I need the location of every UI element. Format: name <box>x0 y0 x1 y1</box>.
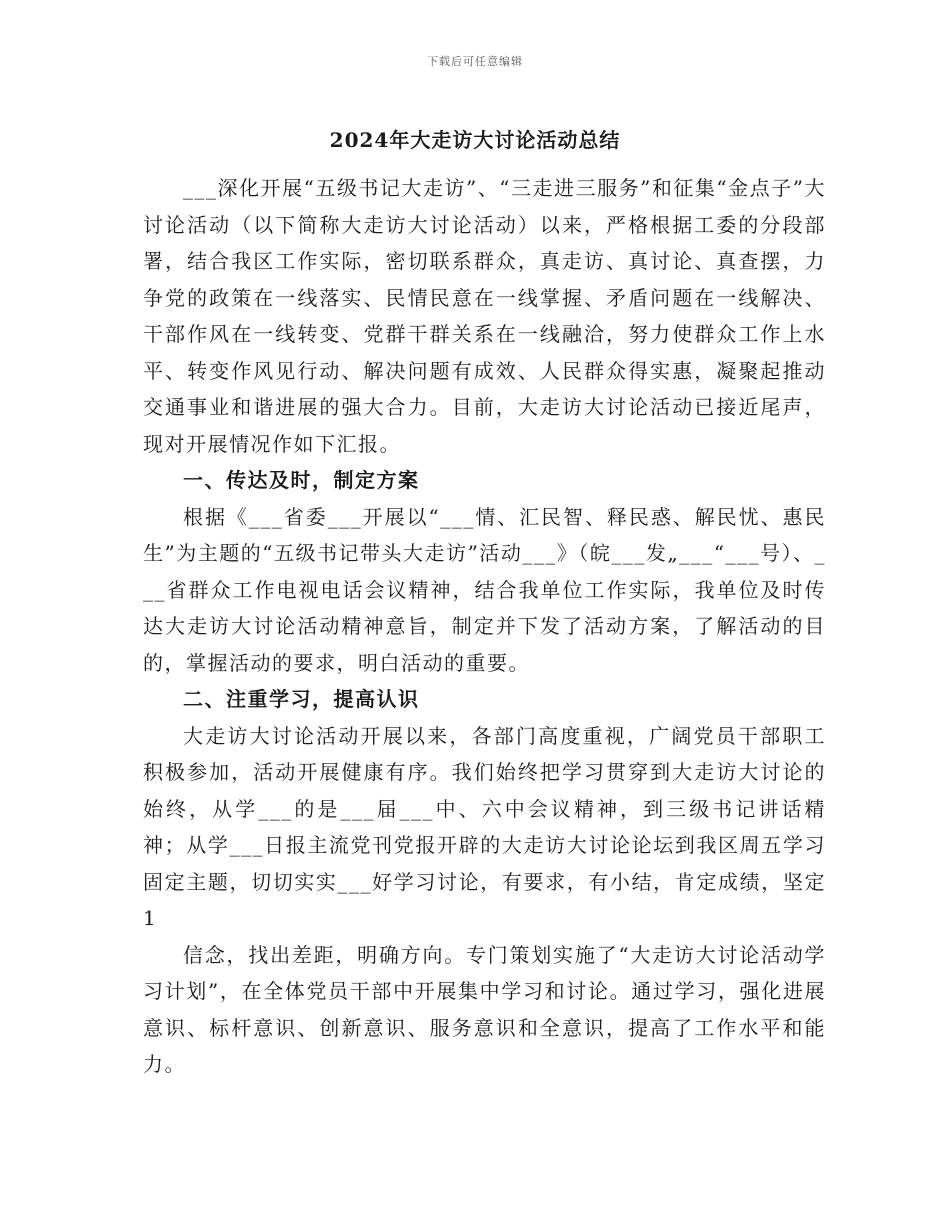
document-title: 2024年大走访大讨论活动总结 <box>329 128 621 152</box>
intro-paragraph: ___深化开展“五级书记大走访”、“三走进三服务”和征集“金点子”大讨论活动（以下简称大走访大讨论活动）以来，严格根据工委的分段部署，结合我区工作实际，密切联系群众，真走访、真讨论、真查摆，力争党的政策在一线落实、民情民意在一线掌握、矛盾问题在一线解决、干部作风在一线转变、党群干群关系在一线融洽，努力使群众工作上水平、转变作风见行动、解决问题有成效、人民群众得实惠，凝聚起推动交通事业和谐进展的强大合力。目前，大走访大讨论活动已接近尾声，现对开展情况作如下汇报。 <box>143 176 826 456</box>
header-note: 下载后可任意编辑 <box>427 55 523 68</box>
section-2-paragraph-continued: 信念，找出差距，明确方向。专门策划实施了“大走访大讨论活动学习计划”，在全体党员干部中开展集中学习和讨论。通过学习，强化进展意识、标杆意识、创新意识、服务意识和全意识，提高了工作水平和能力。 <box>143 942 826 1076</box>
section-2-paragraph: 大走访大讨论活动开展以来，各部门高度重视，广阔党员干部职工积极参加，活动开展健康有序。我们始终把学习贯穿到大走访大讨论的始终，从学___的是___届___中、六中会议精神，到三级书记讲话精神；从学___日报主流党刊党报开辟的大走访大讨论论坛到我区周五学习固定主题，切切实实___好学习讨论，有要求，有小结，肯定成绩，坚定1 <box>143 723 826 930</box>
document-body <box>143 170 826 1083</box>
section-heading-2: 二、注重学习，提高认识 <box>183 687 420 711</box>
section-1-paragraph: 根据《___省委___开展以“___情、汇民智、释民惑、解民忧、惠民生”为主题的“五级书记带头大走访”活动___》（皖___发„___“___号）、___省群众工作电视电话会议精神，结合我单位工作实际，我单位及时传达大走访大讨论活动精神意旨，制定并下发了活动方案，了解活动的目的，掌握活动的要求，明白活动的重要。 <box>143 504 826 675</box>
section-heading-1: 一、传达及时，制定方案 <box>183 468 420 492</box>
